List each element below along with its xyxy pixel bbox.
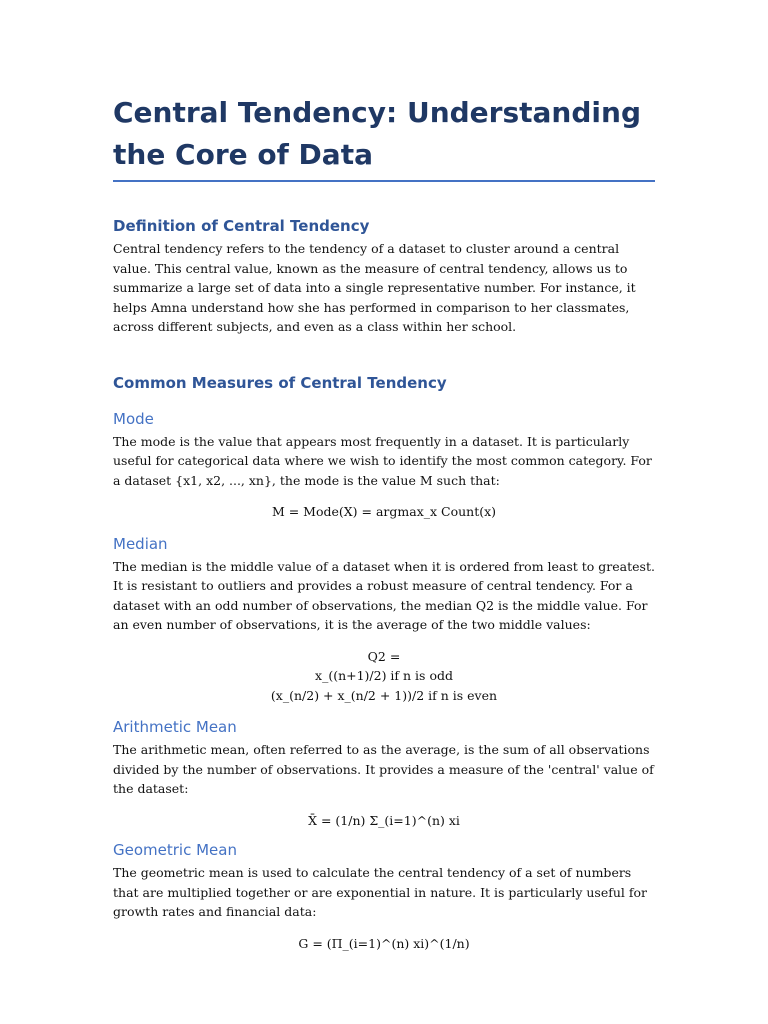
formula-geometric-mean <box>113 934 655 954</box>
heading-median: Median <box>113 534 168 553</box>
paragraph-definition: Central tendency refers to the tendency of a dataset to cluster around a central value. This central value, known as the measure of central tendency, allows us to summarize a large set of data into a single representative number. For instance, it helps Amna understand how she has performed in comparison to her classmates, across different subjects, and even as a class within her school. <box>113 241 636 334</box>
heading-arithmetic-mean: Arithmetic Mean <box>113 718 237 736</box>
heading-geometric-mean: Geometric Mean <box>113 841 237 859</box>
heading-mode: Mode <box>113 409 154 428</box>
paragraph-arithmetic-mean: The arithmetic mean, often referred to as the average, is the sum of all observations divided by the number of observations. It provides a measure of the 'central' value of the dataset: <box>113 742 654 796</box>
formula-mode <box>113 502 655 522</box>
paragraph-geometric-mean: The geometric mean is used to calculate the central tendency of a set of numbers that are multiplied together or are exponential in nature. It is particularly useful for growth rates and financial data: <box>113 865 648 919</box>
document-page <box>113 92 655 953</box>
paragraph-mode: The mode is the value that appears most frequently in a dataset. It is particularly useful for categorical data where we wish to identify the most common category. For a dataset {x1, x2, ..., xn}, the mode is the value M such that: <box>113 433 652 488</box>
heading-definition: Definition of Central Tendency <box>113 217 370 235</box>
heading-common-measures: Common Measures of Central Tendency <box>113 373 447 392</box>
formula-median-line: Q2 = <box>367 648 401 664</box>
formula-median-line: x_((n+1)/2) if n is odd <box>315 668 453 683</box>
paragraph-median: The median is the middle value of a dataset when it is ordered from least to greatest. It is resistant to outliers and provides a robust measure of central tendency. For a dataset with an odd number of observations, the median Q2 is the middle value. For an even number of observations, it is the average of the two middle values: <box>113 558 655 632</box>
formula-geometric-mean-line: G = (Π_(i=1)^(n) xi)^(1/n) <box>298 935 470 951</box>
formula-median-line: (x_(n/2) + x_(n/2 + 1))/2 if n is even <box>270 687 498 703</box>
formula-mode-line: M = Mode(X) = argmax_x Count(x) <box>271 504 497 519</box>
formula-median <box>113 647 655 706</box>
formula-arithmetic-mean-line: X̄ = (1/n) Σ_(i=1)^(n) xi <box>308 812 460 828</box>
formula-arithmetic-mean <box>113 811 655 831</box>
document-title: Central Tendency: Understanding the Core of Data <box>113 92 655 182</box>
